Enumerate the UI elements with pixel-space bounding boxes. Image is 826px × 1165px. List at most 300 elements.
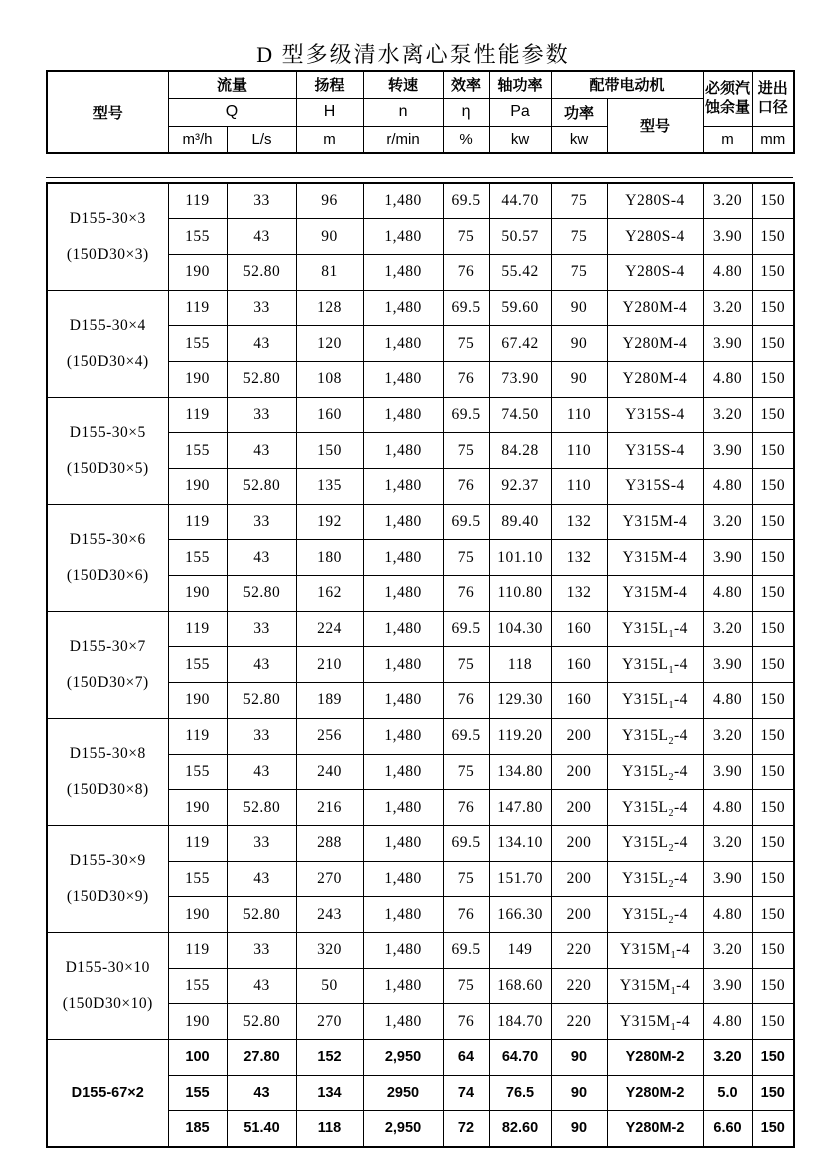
cell-eff-pct: 64 [443,1040,489,1076]
cell-speed-rmin: 1,480 [363,361,443,397]
cell-motor-kw: 110 [551,397,607,433]
cell-shaft-kw: 184.70 [489,1004,551,1040]
cell-motor-kw: 75 [551,219,607,255]
table-row [47,183,794,219]
unit-npsh: m [703,126,752,153]
cell-npsh-m: 3.20 [703,183,752,219]
symbol-shaft-power: Pa [489,98,551,126]
cell-eff-pct: 69.5 [443,718,489,754]
cell-port-mm: 150 [752,326,794,362]
pump-model-cell [47,718,168,825]
header-flow: 流量 [168,71,296,98]
cell-shaft-kw: 92.37 [489,469,551,505]
cell-motor-model: Y315S-4 [607,397,703,433]
cell-head-m: 320 [296,932,363,968]
cell-npsh-m: 3.90 [703,861,752,897]
cell-motor-kw: 90 [551,290,607,326]
cell-head-m: 192 [296,504,363,540]
cell-port-mm: 150 [752,683,794,719]
cell-flow-m3h: 119 [168,397,227,433]
cell-head-m: 256 [296,718,363,754]
cell-speed-rmin: 1,480 [363,290,443,326]
cell-speed-rmin: 1,480 [363,219,443,255]
pump-model-name: D155-30×8 [69,744,146,762]
cell-npsh-m: 3.20 [703,825,752,861]
cell-eff-pct: 76 [443,254,489,290]
cell-head-m: 120 [296,326,363,362]
pump-model-name: D155-30×3 [69,209,146,227]
unit-efficiency: % [443,126,489,153]
cell-flow-m3h: 185 [168,1111,227,1147]
cell-motor-model: Y280M-4 [607,361,703,397]
cell-speed-rmin: 1,480 [363,576,443,612]
pump-model-cell [47,1040,168,1147]
pump-model-cell [47,183,168,290]
pump-model-cell [47,397,168,504]
cell-flow-m3h: 155 [168,219,227,255]
pump-model-name: D155-30×9 [69,851,146,869]
cell-shaft-kw: 55.42 [489,254,551,290]
cell-flow-ls: 52.80 [227,576,296,612]
cell-motor-kw: 110 [551,433,607,469]
cell-npsh-m: 3.20 [703,290,752,326]
pump-model-cell [47,825,168,932]
unit-speed: r/min [363,126,443,153]
pump-model-name: D155-30×4 [69,316,146,334]
cell-speed-rmin: 1,480 [363,718,443,754]
cell-port-mm: 150 [752,897,794,933]
header-npsh-line2: 蚀余量 [705,98,751,116]
header-port-line2: 口径 [757,98,788,116]
cell-head-m: 216 [296,790,363,826]
table-row [47,290,794,326]
pump-model-cell [47,611,168,718]
cell-flow-m3h: 119 [168,504,227,540]
cell-speed-rmin: 2,950 [363,1111,443,1147]
cell-flow-m3h: 190 [168,254,227,290]
cell-shaft-kw: 151.70 [489,861,551,897]
cell-head-m: 128 [296,290,363,326]
cell-head-m: 135 [296,469,363,505]
cell-port-mm: 150 [752,433,794,469]
cell-head-m: 152 [296,1040,363,1076]
cell-head-m: 81 [296,254,363,290]
pump-model-alias: (150D30×3) [66,246,149,264]
cell-shaft-kw: 84.28 [489,433,551,469]
cell-motor-model: Y280M-2 [607,1075,703,1111]
cell-flow-m3h: 119 [168,290,227,326]
cell-npsh-m: 3.20 [703,504,752,540]
unit-shaft-power: kw [489,126,551,153]
cell-flow-m3h: 190 [168,1004,227,1040]
pump-model-alias: (150D30×6) [66,567,149,585]
cell-eff-pct: 69.5 [443,290,489,326]
cell-speed-rmin: 2,950 [363,1040,443,1076]
cell-motor-model: $Y315L_1-4$ [607,647,703,683]
cell-npsh-m: 5.0 [703,1075,752,1111]
cell-eff-pct: 69.5 [443,183,489,219]
cell-shaft-kw: 134.10 [489,825,551,861]
cell-speed-rmin: 1,480 [363,754,443,790]
header-npsh-line1: 必须汽 [705,80,751,97]
cell-eff-pct: 74 [443,1075,489,1111]
cell-eff-pct: 75 [443,968,489,1004]
header-motor-model: 型号 [607,98,703,153]
cell-flow-m3h: 119 [168,932,227,968]
pump-model-cell [47,504,168,611]
cell-motor-model: $Y315L_2-4$ [607,718,703,754]
cell-port-mm: 150 [752,1111,794,1147]
cell-motor-kw: 90 [551,1111,607,1147]
cell-shaft-kw: 67.42 [489,326,551,362]
pump-model-alias: (150D30×7) [66,674,149,692]
cell-motor-model: Y280M-2 [607,1111,703,1147]
pump-model-alias: (150D30×5) [66,460,149,478]
cell-motor-model: $Y315L_2-4$ [607,897,703,933]
cell-flow-ls: 27.80 [227,1040,296,1076]
table-row [47,825,794,861]
cell-flow-ls: 51.40 [227,1111,296,1147]
table-split-line [46,177,793,178]
cell-head-m: 134 [296,1075,363,1111]
cell-flow-m3h: 155 [168,433,227,469]
cell-eff-pct: 69.5 [443,397,489,433]
cell-motor-kw: 200 [551,825,607,861]
cell-npsh-m: 4.80 [703,361,752,397]
cell-motor-kw: 160 [551,647,607,683]
cell-flow-m3h: 119 [168,718,227,754]
cell-shaft-kw: 166.30 [489,897,551,933]
cell-motor-model: $Y315L_1-4$ [607,683,703,719]
cell-eff-pct: 69.5 [443,825,489,861]
cell-shaft-kw: 82.60 [489,1111,551,1147]
unit-flow-m3h: m³/h [168,126,227,153]
cell-flow-m3h: 155 [168,968,227,1004]
cell-motor-model: $Y315L_2-4$ [607,790,703,826]
cell-motor-kw: 132 [551,576,607,612]
cell-port-mm: 150 [752,397,794,433]
cell-npsh-m: 3.90 [703,968,752,1004]
cell-flow-ls: 43 [227,968,296,1004]
cell-shaft-kw: 64.70 [489,1040,551,1076]
cell-speed-rmin: 1,480 [363,968,443,1004]
cell-npsh-m: 3.90 [703,433,752,469]
cell-eff-pct: 75 [443,326,489,362]
cell-npsh-m: 3.20 [703,397,752,433]
cell-flow-ls: 52.80 [227,1004,296,1040]
cell-flow-m3h: 190 [168,790,227,826]
symbol-head: H [296,98,363,126]
pump-model-cell [47,932,168,1039]
cell-speed-rmin: 1,480 [363,611,443,647]
pump-model-cell [47,290,168,397]
cell-flow-ls: 33 [227,825,296,861]
cell-speed-rmin: 1,480 [363,326,443,362]
cell-motor-kw: 200 [551,718,607,754]
cell-motor-kw: 75 [551,183,607,219]
cell-shaft-kw: 76.5 [489,1075,551,1111]
header-efficiency: 效率 [443,71,489,98]
cell-npsh-m: 3.20 [703,1040,752,1076]
cell-port-mm: 150 [752,968,794,1004]
cell-port-mm: 150 [752,790,794,826]
cell-head-m: 160 [296,397,363,433]
cell-shaft-kw: 110.80 [489,576,551,612]
cell-port-mm: 150 [752,1004,794,1040]
unit-port: mm [752,126,794,153]
cell-shaft-kw: 89.40 [489,504,551,540]
cell-eff-pct: 76 [443,897,489,933]
cell-flow-ls: 52.80 [227,361,296,397]
cell-motor-kw: 132 [551,504,607,540]
cell-eff-pct: 76 [443,790,489,826]
cell-speed-rmin: 1,480 [363,254,443,290]
pump-table-body [47,183,794,1147]
cell-motor-model: Y315S-4 [607,469,703,505]
cell-shaft-kw: 134.80 [489,754,551,790]
unit-motor-power: kw [551,126,607,153]
spec-body-table [46,182,795,1148]
cell-flow-ls: 52.80 [227,897,296,933]
cell-motor-kw: 220 [551,968,607,1004]
cell-flow-ls: 33 [227,397,296,433]
cell-port-mm: 150 [752,504,794,540]
cell-speed-rmin: 1,480 [363,647,443,683]
cell-head-m: 96 [296,183,363,219]
cell-head-m: 189 [296,683,363,719]
cell-head-m: 150 [296,433,363,469]
cell-flow-m3h: 190 [168,469,227,505]
cell-npsh-m: 4.80 [703,1004,752,1040]
symbol-flow: Q [168,98,296,126]
cell-npsh-m: 3.20 [703,718,752,754]
cell-port-mm: 150 [752,219,794,255]
cell-flow-ls: 33 [227,611,296,647]
cell-motor-kw: 90 [551,326,607,362]
cell-npsh-m: 4.80 [703,790,752,826]
cell-eff-pct: 69.5 [443,504,489,540]
cell-speed-rmin: 1,480 [363,825,443,861]
cell-flow-ls: 43 [227,861,296,897]
cell-motor-kw: 90 [551,361,607,397]
cell-eff-pct: 69.5 [443,611,489,647]
cell-motor-model: $Y315L_2-4$ [607,825,703,861]
cell-flow-ls: 33 [227,183,296,219]
cell-head-m: 240 [296,754,363,790]
cell-speed-rmin: 1,480 [363,897,443,933]
cell-motor-model: Y280S-4 [607,183,703,219]
cell-motor-kw: 220 [551,1004,607,1040]
cell-port-mm: 150 [752,469,794,505]
cell-motor-kw: 110 [551,469,607,505]
cell-motor-model: Y280S-4 [607,219,703,255]
cell-npsh-m: 3.90 [703,219,752,255]
spec-header-table [46,70,795,154]
table-row [47,611,794,647]
cell-speed-rmin: 1,480 [363,504,443,540]
cell-flow-ls: 33 [227,718,296,754]
cell-npsh-m: 4.80 [703,254,752,290]
cell-flow-m3h: 190 [168,683,227,719]
cell-flow-ls: 33 [227,504,296,540]
cell-motor-kw: 220 [551,932,607,968]
cell-motor-model: $Y315M_1-4$ [607,1004,703,1040]
cell-flow-ls: 43 [227,433,296,469]
cell-flow-m3h: 119 [168,611,227,647]
unit-flow-ls: L/s [227,126,296,153]
header-port-line1: 进出 [757,80,788,97]
table-row [47,504,794,540]
cell-eff-pct: 75 [443,219,489,255]
header-speed: 转速 [363,71,443,98]
cell-speed-rmin: 1,480 [363,183,443,219]
pump-model-name: D155-30×5 [69,423,146,441]
cell-head-m: 108 [296,361,363,397]
cell-flow-ls: 43 [227,219,296,255]
pump-model-alias: (150D30×10) [62,995,153,1013]
cell-port-mm: 150 [752,611,794,647]
cell-flow-ls: 43 [227,754,296,790]
cell-motor-kw: 90 [551,1040,607,1076]
cell-motor-model: $Y315L_2-4$ [607,861,703,897]
cell-flow-ls: 43 [227,326,296,362]
cell-port-mm: 150 [752,647,794,683]
table-row [47,1040,794,1076]
cell-port-mm: 150 [752,540,794,576]
cell-npsh-m: 6.60 [703,1111,752,1147]
cell-port-mm: 150 [752,290,794,326]
cell-port-mm: 150 [752,861,794,897]
cell-speed-rmin: 1,480 [363,397,443,433]
cell-flow-m3h: 119 [168,825,227,861]
header-model: 型号 [47,71,168,153]
pump-model-alias: (150D30×9) [66,888,149,906]
cell-shaft-kw: 74.50 [489,397,551,433]
cell-shaft-kw: 119.20 [489,718,551,754]
cell-motor-model: Y315M-4 [607,504,703,540]
cell-flow-m3h: 155 [168,1075,227,1111]
cell-flow-m3h: 155 [168,647,227,683]
table-row [47,718,794,754]
cell-shaft-kw: 149 [489,932,551,968]
cell-shaft-kw: 59.60 [489,290,551,326]
cell-npsh-m: 3.90 [703,754,752,790]
cell-flow-m3h: 119 [168,183,227,219]
cell-speed-rmin: 1,480 [363,932,443,968]
cell-eff-pct: 76 [443,1004,489,1040]
cell-head-m: 243 [296,897,363,933]
cell-flow-m3h: 155 [168,326,227,362]
cell-eff-pct: 75 [443,754,489,790]
cell-npsh-m: 4.80 [703,469,752,505]
cell-shaft-kw: 147.80 [489,790,551,826]
cell-flow-ls: 52.80 [227,254,296,290]
cell-motor-model: $Y315L_1-4$ [607,611,703,647]
header-motor: 配带电动机 [551,71,703,98]
pump-model-name: D155-30×6 [69,530,146,548]
cell-flow-m3h: 155 [168,861,227,897]
cell-port-mm: 150 [752,254,794,290]
cell-motor-model: Y315M-4 [607,576,703,612]
cell-port-mm: 150 [752,361,794,397]
cell-head-m: 180 [296,540,363,576]
cell-flow-m3h: 155 [168,540,227,576]
cell-motor-kw: 160 [551,683,607,719]
cell-motor-kw: 200 [551,754,607,790]
cell-flow-ls: 43 [227,540,296,576]
header-motor-power: 功率 [551,98,607,126]
table-row [47,932,794,968]
cell-port-mm: 150 [752,576,794,612]
cell-motor-model: Y280M-2 [607,1040,703,1076]
cell-flow-m3h: 155 [168,754,227,790]
cell-speed-rmin: 1,480 [363,683,443,719]
cell-port-mm: 150 [752,825,794,861]
cell-speed-rmin: 1,480 [363,1004,443,1040]
cell-head-m: 90 [296,219,363,255]
pump-model-name: D155-30×7 [69,637,146,655]
cell-npsh-m: 3.20 [703,611,752,647]
header-port [752,71,794,126]
header-row-labels [47,71,794,98]
cell-head-m: 288 [296,825,363,861]
cell-shaft-kw: 73.90 [489,361,551,397]
cell-motor-model: $Y315M_1-4$ [607,932,703,968]
cell-speed-rmin: 1,480 [363,469,443,505]
cell-flow-ls: 43 [227,1075,296,1111]
cell-motor-kw: 160 [551,611,607,647]
cell-motor-model: Y280M-4 [607,290,703,326]
cell-speed-rmin: 1,480 [363,540,443,576]
cell-speed-rmin: 2950 [363,1075,443,1111]
cell-motor-model: Y315S-4 [607,433,703,469]
cell-eff-pct: 75 [443,540,489,576]
cell-eff-pct: 76 [443,361,489,397]
symbol-efficiency: η [443,98,489,126]
cell-head-m: 210 [296,647,363,683]
cell-speed-rmin: 1,480 [363,433,443,469]
cell-speed-rmin: 1,480 [363,861,443,897]
cell-motor-kw: 200 [551,861,607,897]
cell-eff-pct: 76 [443,469,489,505]
cell-eff-pct: 75 [443,861,489,897]
cell-eff-pct: 76 [443,683,489,719]
cell-motor-model: Y280M-4 [607,326,703,362]
pump-model-alias: (150D30×8) [66,781,149,799]
cell-flow-m3h: 190 [168,576,227,612]
cell-shaft-kw: 101.10 [489,540,551,576]
cell-flow-m3h: 190 [168,361,227,397]
cell-head-m: 50 [296,968,363,1004]
cell-shaft-kw: 50.57 [489,219,551,255]
cell-npsh-m: 4.80 [703,683,752,719]
cell-port-mm: 150 [752,754,794,790]
header-npsh [703,71,752,126]
cell-npsh-m: 3.90 [703,647,752,683]
cell-npsh-m: 4.80 [703,897,752,933]
cell-head-m: 270 [296,1004,363,1040]
cell-eff-pct: 69.5 [443,932,489,968]
cell-flow-m3h: 190 [168,897,227,933]
cell-head-m: 162 [296,576,363,612]
pump-model-alias: (150D30×4) [66,353,149,371]
cell-flow-ls: 33 [227,290,296,326]
cell-flow-m3h: 100 [168,1040,227,1076]
cell-motor-kw: 75 [551,254,607,290]
cell-motor-kw: 200 [551,790,607,826]
pump-model-name: D155-67×2 [71,1084,144,1101]
cell-motor-model: $Y315M_1-4$ [607,968,703,1004]
